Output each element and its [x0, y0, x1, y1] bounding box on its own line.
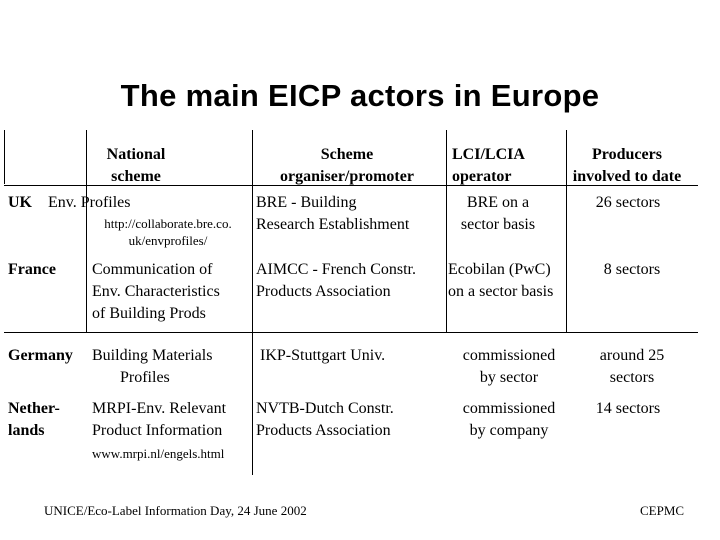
producers-france: 8 sectors — [603, 261, 661, 278]
page-title: The main EICP actors in Europe — [120, 78, 600, 113]
header-lci-operator: LCI/LCIA operator — [452, 146, 525, 185]
url-netherlands[interactable]: www.mrpi.nl/engels.html — [92, 446, 225, 461]
scheme-france: Communication of Env. Characteristics of Building Prods — [92, 261, 220, 322]
country-france: France — [8, 261, 56, 278]
country-uk: UK — [8, 194, 32, 211]
operator-france: Ecobilan (PwC) on a sector basis — [448, 261, 554, 300]
scheme-germany: Building Materials Profiles — [92, 347, 213, 386]
operator-netherlands: commissioned by company — [462, 400, 556, 439]
country-netherlands: Nether- lands — [8, 400, 60, 439]
producers-netherlands: 14 sectors — [595, 400, 661, 417]
promoter-netherlands: NVTB-Dutch Constr. Products Association — [256, 400, 394, 439]
row-divider — [4, 332, 698, 333]
country-germany: Germany — [8, 347, 73, 364]
scheme-netherlands: MRPI-Env. Relevant Product Information — [92, 400, 227, 439]
column-divider — [4, 130, 5, 184]
operator-germany: commissioned by sector — [462, 347, 556, 386]
promoter-germany: IKP-Stuttgart Univ. — [260, 347, 386, 364]
footer-organisation: CEPMC — [640, 503, 685, 518]
operator-uk: BRE on a sector basis — [460, 194, 536, 233]
promoter-uk: BRE - Building Research Establishment — [256, 194, 410, 233]
header-producers: Producers involved to date — [572, 146, 682, 185]
producers-uk: 26 sectors — [595, 194, 661, 211]
producers-germany: around 25 sectors — [599, 347, 665, 386]
promoter-france: AIMCC - French Constr. Products Association — [256, 261, 416, 300]
footer-event: UNICE/Eco-Label Information Day, 24 June 2002 — [44, 503, 307, 518]
header-national-scheme: National scheme — [106, 146, 166, 185]
header-scheme-organiser: Scheme organiser/promoter — [280, 146, 414, 185]
scheme-uk: Env. Profiles — [48, 194, 131, 211]
url-uk[interactable]: http://collaborate.bre.co. uk/envprofiles/ — [104, 216, 232, 248]
